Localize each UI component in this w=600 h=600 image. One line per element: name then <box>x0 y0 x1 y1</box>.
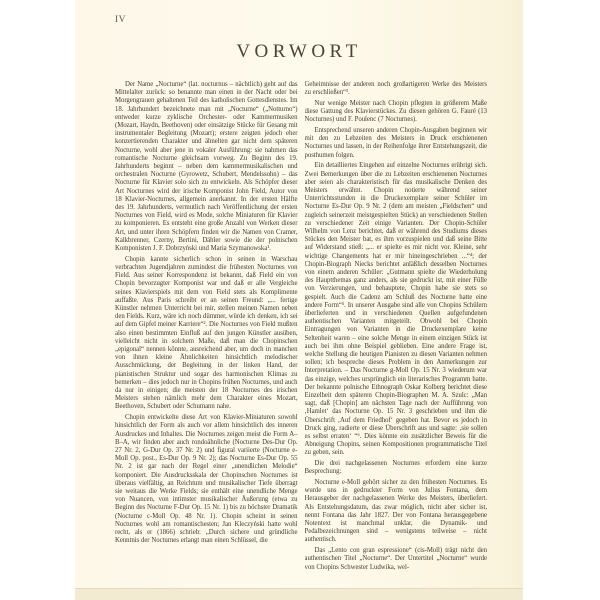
page-number: IV <box>115 15 127 25</box>
paragraph: Das „Lento con gran espressione“ (cis-Moll) trägt nicht den authentischen Titel „Nocturne“. Der Untertitel „Nocturne“ wurde von Chopins Schwester Ludwika, wel- <box>304 547 487 571</box>
paragraph: Nocturne e-Moll gehört sicher zu den frühesten Nocturnes. Es wurde uns in gedruckter Form von Julius Fontana, dem Herausgeber der nachgelassenen Werke des Meisters, überliefert. Als Entstehungsdatum, das zwar möglich, nicht aber sicher ist, nennt Fontana das Jahr 1827. Der von Fontana herausgegebene Notentext ist manchmal unklar, die Dynamik- und Pedalbezeichnungen sind – wenigstens teilweise – nicht authentisch. <box>304 479 487 544</box>
book-page <box>75 0 523 600</box>
paragraph: Entsprechend unseren anderen Chopin-Ausgaben beginnen wir mit den zu Lebzeiten des Meisters in Druck erschienenen Nocturnes und lassen, in der Reihenfolge ihrer Entstehungszeit, die posthumen folgen. <box>304 127 487 159</box>
paragraph: Ein detailliertes Eingehen auf einzelne Nocturnes erübrigt sich. Zwei Bemerkungen über die zu Lebzeiten erschienenen Nocturnes aber seien als charakteristisch für das musikalische Denken des Meisters erwähnt. Chopin notierte während seiner Unterrichtsstunden in die Druckexemplare seiner Schüler im Nocturne Es-Dur Op. 9 Nr. 2 (dem am meisten „Fieldschen“ und zugleich seinerzeit meistgespielten Stück) an verschiedenen Stellen zu verschiedener Zeit einige Varianten. Der Chopin-Schüler Wilhelm von Lenz berichtet, daß er während des Studiums dieses Stückes den Meister bat, es ihm vorzuspielen und daß seine Bitte auf Widerstand stieß: „... er spielte es mir nicht vor. Kleine, sehr wichtige Changements hat er mir hineingeschrieben ...“⁴; der Chopin-Biograph Niecks berichtet anläßlich desselben Nocturnes von einem anderen Schüler: „Gutmann spielte die Wiederholung des Hauptthemas ganz anders, als sie gedruckt ist, mit einer Fülle von Verzierungen, und behauptete, Chopin habe sie stets so gespielt. Auch die Cadenz am Schluß des Nocturne hatte eine andere Form“⁵. In unserer Ausgabe sind alle von Chopins Schülern überlieferten und in verschiedenen Quellen aufgefundenen authentischen Varianten mitgeteilt. Obwohl bei Chopin Eintragungen von Varianten in die Druckexemplare keine Seltenheit waren – eine solche Menge in einem einzigen Stück ist auch bei ihm ohne Beispiel geblieben. Eine andere Frage ist, welche Stellung die heutigen Pianisten zu diesen Varianten nehmen sollen; ich bespreche dieses Problem in den Anmerkungen zur Interpretation. – Das Nocturne g-Moll Op. 15 Nr. 3 wiederum war das einzige, welches ursprünglich ein literarisches Programm hatte. Der bekannte polnische Ethnograph Oskar Kolberg berichtet diese Einzelheit dem späteren Chopin-Biographen M. A. Szulc: „Man sagt, daß [Chopin] am nächsten Tage nach der Aufführung von ‚Hamlet‘ das Nocturne Op. 15 Nr. 3 geschrieben und ihm die Überschrift ‚Auf dem Friedhof‘ gegeben hat. Bevor es jedoch in Druck ging, radierte er diese Überschrift aus und sagte: ‚sie sollen es selbst erraten‘ “⁶. Dies könnte ein zusätzlicher Beweis für die Abneigung Chopins, seinen Kompositionen programmatische Titel zu geben, sein. <box>304 162 487 457</box>
page-title: VORWORT <box>236 41 362 62</box>
page-bottom-edge <box>75 588 523 600</box>
paragraph: Chopin entwickelte diese Art von Klavier-Miniaturen sowohl hinsichtlich der Form als auch vor allem hinsichtlich des inneren Ausdruckes und Inhaltes. Die Nocturnes zeigen meist die Form A–B–A, wir finden aber auch rondoähnliche (Nocturne Des-Dur Op. 27 Nr. 2, G-Dur Op. 37 Nr. 2) und figural variierte (Nocturne e-Moll Op. post., Es-Dur Op. 9 Nr. 2); das Nocturne Es-Dur Op. 55 Nr. 2 ist gar nach der Regel einer „unendlichen Melodie“ komponiert. Die Ausdrucksskala der Chopinschen Nocturnes ist überaus vielfältig, an Reichtum und musikalischer Tiefe überragt sie weitaus die Werke Fields; sie enthält eine unendliche Menge von Nuancen, von intimster musikalischer Äußerung (etwa zu Beginn des Nocturne F-Dur Op. 15 Nr. 1) bis zu höchster Dramatik (Nocturne c-Moll Op. 48 Nr. 1). Chopin scheint in seinen Nocturnes wohl am romantischesten; Jan Kleczyński hatte wohl recht, als er (1866) schrieb: „Durch sichere und gründliche Kenntnis der Nocturnes erlangt man einen Schlüssel, die <box>115 414 298 545</box>
text-column-right <box>305 81 488 576</box>
paragraph: Geheimnisse der anderen noch großartigeren Werke des Meisters zu erschließen“³. <box>304 81 487 97</box>
paragraph: Nur wenige Meister nach Chopin pflegten in größerem Maße diese Gattung des Klavierstückes. Zu diesen gehören G. Fauré (13 Nocturnes) und F. Poulenc (7 Nocturnes). <box>304 99 487 124</box>
paragraph: Chopin kannte sicherlich schon in seinen in Warschau verbrachten Jugendjahren zumindest die frühesten Nocturnes von Field. Aus seiner Korrespondenz ist bekannt, daß Field ein von Chopin bevorzugter Komponist war und daß er alle Vergleiche seines Klavierspiels mit dem von Field stets als Komplimente auffaßte. Aus Paris schreibt er an seinen Freund: „... fertige Künstler nehmen Unterricht bei mir, stellen meinen Namen neben den Fields. Kurz, wäre ich noch dümmer, würde ich denken, ich sei auf dem Gipfel meiner Karriere“². Die Nocturnes von Field mußten also einen bestimmten Einfluß auf den jungen Künstler ausüben, vielleicht nicht in solchem Maße, daß man die Chopinschen „epigonal“ nennen könnte, ausreichend aber, um doch in manchen von ihnen kleine Ähnlichkeiten hinsichtlich melodischer Ausschmückung, der Begleitung in der linken Hand, der pianistischen Struktur und sogar des harmonischen Klimas zu bemerken – dies jedoch nur in Chopins frühen Nocturnes, und auch da nur in einigen; die meisten der 18 Nocturnes des irischen Meisters stehen nämlich mehr dem Charakter eines Mozart, Beethoven, Schubert oder Schumann nahe. <box>115 255 298 411</box>
text-columns <box>115 81 487 576</box>
paragraph: Die drei nachgelassenen Nocturnes erfordern eine kurze Besprechung: <box>304 460 487 476</box>
paragraph: Der Name „Nocturne“ (lat. nocturnus – nächtlich) geht auf das Mittelalter zurück: so benannte man einen in der Nacht oder bei Morgengrauen gehaltenen Teil des katholischen Gottesdienstes. Im 18. Jahrhundert bezeichnete man mit „Nocturne“ („Notturno“) entweder kurze zyklische Orchester- oder Kammermusiken (Mozart, Haydn, Beethoven) oder einsätzige Stücke für Gesang mit instrumentaler Begleitung (Mozart); erstere zeigten jedoch eher konzertierenden Charakter und ähnelten gar nicht dem späteren Nocturne, wohl aber jene in vokaler Ausführung: sie nahmen das romantische Nocturne gleichsam vorweg. Zu Beginn des 19. Jahrhunderts beginnt – neben dem kammermusikalischen und orchestralen Nocturne (Gyrowetz, Schubert, Mendelssohn) – das Nocturne für Klavier solo sich zu entwickeln. Als Schöpfer dieser Art Nocturnes wird der irische Komponist John Field, Autor von 18 Klavier-Nocturnes, allgemein anerkannt. In der ersten Hälfte des 19. Jahrhunderts, vermutlich nach Veröffentlichung der ersten Nocturnes von Field, wird es Mode, solche Miniaturen für Klavier zu komponieren. Es entsteht eine große Anzahl von Werken dieser Art, und unter ihren Schöpfern finden wir die Namen von Cramer, Kalkbrenner, Czerny, Bertini, Dähler sowie die der polnischen Komponisten J. F. Dobrzyński und Maria Szymanowska¹. <box>115 81 298 253</box>
text-column-left <box>115 81 298 576</box>
